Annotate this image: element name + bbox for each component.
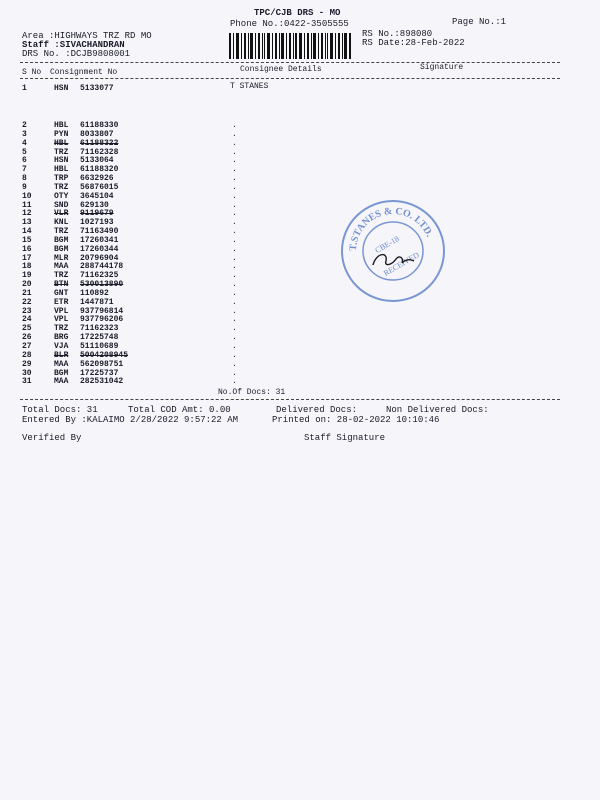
page-number: Page No.:1 bbox=[452, 17, 507, 27]
row-sno: 16 bbox=[22, 244, 32, 254]
row-number: 1447871 bbox=[80, 297, 114, 307]
column-consignee: Consignee Details bbox=[240, 65, 322, 74]
row-sno: 4 bbox=[22, 138, 27, 148]
row-number: 282531042 bbox=[80, 377, 124, 387]
table-row bbox=[0, 148, 600, 157]
row-dot: . bbox=[232, 262, 237, 272]
row-sno: 30 bbox=[22, 368, 32, 378]
table-row bbox=[0, 174, 600, 183]
stamp-outer-text: T.STANES & CO. LTD. bbox=[347, 205, 435, 252]
row-dot: . bbox=[232, 342, 237, 351]
row-dot: . bbox=[232, 297, 237, 307]
table-row bbox=[0, 192, 600, 201]
row-number: 71162323 bbox=[80, 324, 119, 334]
row-code: BGM bbox=[54, 244, 69, 254]
row-dot: . bbox=[232, 306, 237, 316]
row-sno: 27 bbox=[22, 342, 32, 351]
table-row bbox=[0, 201, 600, 210]
row-code: MAA bbox=[54, 262, 69, 272]
row-sno: 11 bbox=[22, 200, 32, 210]
row-number: 71163490 bbox=[80, 227, 119, 237]
barcode bbox=[229, 33, 352, 59]
row-sno: 7 bbox=[22, 165, 27, 175]
row-sno: 19 bbox=[22, 271, 32, 281]
drs-number: DRS No. :DCJB9808001 bbox=[22, 49, 131, 59]
row-dot: . bbox=[232, 368, 237, 378]
row-1-code: HSN bbox=[54, 84, 69, 93]
row-code: HBL bbox=[54, 165, 69, 175]
table-row bbox=[0, 183, 600, 192]
table-row bbox=[0, 360, 600, 369]
row-number: 110892 bbox=[80, 288, 109, 298]
document-title: TPC/CJB DRS - MO bbox=[254, 8, 341, 18]
row-sno: 17 bbox=[22, 253, 32, 263]
row-number: 5133064 bbox=[80, 156, 114, 166]
table-row bbox=[0, 307, 600, 316]
row-code: VPL bbox=[54, 306, 69, 316]
table-row bbox=[0, 245, 600, 254]
row-number: 937796814 bbox=[80, 306, 124, 316]
divider-top bbox=[20, 62, 560, 63]
row-sno: 20 bbox=[22, 280, 32, 290]
table-row bbox=[0, 369, 600, 378]
row-number: 51110689 bbox=[80, 342, 119, 351]
row-sno: 21 bbox=[22, 288, 32, 298]
total-docs: Total Docs: 31 bbox=[22, 405, 98, 415]
row-code: TRP bbox=[54, 174, 69, 184]
table-row bbox=[0, 280, 600, 289]
row-sno: 23 bbox=[22, 306, 32, 316]
row-dot: . bbox=[232, 209, 237, 219]
table-row bbox=[0, 342, 600, 351]
row-number: 20796904 bbox=[80, 253, 119, 263]
row-dot: . bbox=[232, 182, 237, 192]
column-sno: S No bbox=[22, 68, 42, 77]
row-dot: . bbox=[232, 191, 237, 201]
table-row bbox=[0, 289, 600, 298]
row-number: 17260344 bbox=[80, 244, 119, 254]
row-dot: . bbox=[232, 333, 237, 343]
row-1-consignee: T STANES bbox=[230, 82, 269, 91]
area-label: Area :HIGHWAYS TRZ RD MO bbox=[22, 31, 152, 41]
row-dot: . bbox=[232, 253, 237, 263]
row-dot: . bbox=[232, 315, 237, 325]
row-sno: 25 bbox=[22, 324, 32, 334]
table-row bbox=[0, 209, 600, 218]
row-number: 937796206 bbox=[80, 315, 124, 325]
table-row bbox=[0, 227, 600, 236]
row-sno: 13 bbox=[22, 218, 32, 228]
row-code: MAA bbox=[54, 359, 69, 369]
row-number: 17260341 bbox=[80, 235, 119, 245]
row-sno: 9 bbox=[22, 182, 27, 192]
row-dot: . bbox=[232, 271, 237, 281]
verified-by: Verified By bbox=[22, 433, 82, 443]
staff-label: Staff :SIVACHANDRAN bbox=[22, 40, 125, 50]
row-sno: 18 bbox=[22, 262, 32, 272]
row-dot: . bbox=[232, 121, 237, 130]
table-row bbox=[0, 130, 600, 139]
row-dot: . bbox=[232, 227, 237, 237]
row-code: HBL bbox=[54, 121, 69, 130]
row-dot: . bbox=[232, 165, 237, 175]
table-row bbox=[0, 236, 600, 245]
row-number: 61188330 bbox=[80, 121, 119, 130]
row-code: KNL bbox=[54, 218, 69, 228]
row-number: 56876015 bbox=[80, 182, 119, 192]
rs-number: RS No.:898080 bbox=[362, 29, 433, 39]
row-code: TRZ bbox=[54, 147, 69, 157]
table-row bbox=[0, 254, 600, 263]
table-row bbox=[0, 333, 600, 342]
row-code: OTY bbox=[54, 191, 69, 201]
row-code: BTN bbox=[54, 280, 69, 290]
row-dot: . bbox=[232, 288, 237, 298]
row-number: 8033807 bbox=[80, 129, 114, 139]
table-row bbox=[0, 218, 600, 227]
row-code: BLR bbox=[54, 350, 69, 360]
row-code: TRZ bbox=[54, 182, 69, 192]
phone-number: Phone No.:0422-3505555 bbox=[230, 19, 349, 29]
table-row bbox=[0, 262, 600, 271]
row-dot: . bbox=[232, 377, 237, 387]
row-dot: . bbox=[232, 147, 237, 157]
row-sno: 8 bbox=[22, 174, 27, 184]
row-sno: 14 bbox=[22, 227, 32, 237]
divider-header bbox=[20, 78, 560, 79]
row-dot: . bbox=[232, 359, 237, 369]
row-number: 9119679 bbox=[80, 209, 114, 219]
row-sno: 26 bbox=[22, 333, 32, 343]
row-sno: 5 bbox=[22, 147, 27, 157]
rs-date: RS Date:28-Feb-2022 bbox=[362, 38, 465, 48]
row-number: 17225748 bbox=[80, 333, 119, 343]
table-row bbox=[0, 156, 600, 165]
row-code: ETR bbox=[54, 297, 69, 307]
row-number: 3645104 bbox=[80, 191, 114, 201]
table-row bbox=[0, 324, 600, 333]
row-number: 629130 bbox=[80, 200, 109, 210]
table-row bbox=[0, 298, 600, 307]
table-row bbox=[0, 351, 600, 360]
row-code: SND bbox=[54, 200, 69, 210]
table-row bbox=[0, 121, 600, 130]
stamp-inner-mid: RECEIVED bbox=[382, 250, 421, 278]
row-sno: 10 bbox=[22, 191, 32, 201]
delivered-docs: Delivered Docs: bbox=[276, 405, 358, 415]
row-dot: . bbox=[232, 200, 237, 210]
row-number: 5004208945 bbox=[80, 350, 129, 360]
row-number: 71162328 bbox=[80, 147, 119, 157]
row-number: 288744178 bbox=[80, 262, 124, 272]
row-number: 71162325 bbox=[80, 271, 119, 281]
row-sno: 31 bbox=[22, 377, 32, 387]
row-code: HSN bbox=[54, 156, 69, 166]
received-stamp bbox=[340, 199, 446, 303]
table-row bbox=[0, 165, 600, 174]
row-dot: . bbox=[232, 324, 237, 334]
row-code: VJA bbox=[54, 342, 69, 351]
row-dot: . bbox=[232, 174, 237, 184]
row-dot: . bbox=[232, 129, 237, 139]
column-signature: Signature bbox=[420, 63, 464, 72]
row-code: TRZ bbox=[54, 324, 69, 334]
row-sno: 28 bbox=[22, 350, 32, 360]
row-1-sno: 1 bbox=[22, 84, 27, 93]
row-code: HBL bbox=[54, 138, 69, 148]
row-code: MAA bbox=[54, 377, 69, 387]
row-sno: 3 bbox=[22, 129, 27, 139]
table-row bbox=[0, 139, 600, 148]
row-dot: . bbox=[232, 280, 237, 290]
row-sno: 12 bbox=[22, 209, 32, 219]
row-dot: . bbox=[232, 235, 237, 245]
row-code: TRZ bbox=[54, 271, 69, 281]
row-dot: . bbox=[232, 218, 237, 228]
row-sno: 15 bbox=[22, 235, 32, 245]
row-code: VLR bbox=[54, 209, 69, 219]
row-code: PYN bbox=[54, 129, 69, 139]
row-1-number: 5133077 bbox=[80, 84, 114, 93]
table-row bbox=[0, 377, 600, 386]
table-row bbox=[0, 271, 600, 280]
row-dot: . bbox=[232, 156, 237, 166]
row-code: BGM bbox=[54, 235, 69, 245]
row-number: 6632926 bbox=[80, 174, 114, 184]
row-number: 562098751 bbox=[80, 359, 124, 369]
row-number: 17225737 bbox=[80, 368, 119, 378]
row-number: 1027193 bbox=[80, 218, 114, 228]
row-code: TRZ bbox=[54, 227, 69, 237]
row-dot: . bbox=[232, 138, 237, 148]
row-dot: . bbox=[232, 244, 237, 254]
row-number: 61188322 bbox=[80, 138, 119, 148]
row-sno: 2 bbox=[22, 121, 27, 130]
no-of-docs: No.Of Docs: 31 bbox=[218, 388, 286, 397]
column-consignment: Consignment No bbox=[50, 68, 118, 77]
non-delivered-docs: Non Delivered Docs: bbox=[386, 405, 489, 415]
entered-by: Entered By :KALAIMO 2/28/2022 9:57:22 AM bbox=[22, 415, 239, 425]
staff-signature: Staff Signature bbox=[304, 433, 386, 443]
stamp-inner-top: CBE-18 bbox=[373, 234, 401, 256]
table-row bbox=[0, 315, 600, 324]
row-code: GNT bbox=[54, 288, 69, 298]
row-number: 530013890 bbox=[80, 280, 124, 290]
row-dot: . bbox=[232, 350, 237, 360]
row-sno: 6 bbox=[22, 156, 27, 166]
row-code: MLR bbox=[54, 253, 69, 263]
row-sno: 24 bbox=[22, 315, 32, 325]
row-sno: 29 bbox=[22, 359, 32, 369]
divider-footer bbox=[20, 399, 560, 400]
row-code: VPL bbox=[54, 315, 69, 325]
row-code: BRG bbox=[54, 333, 69, 343]
row-number: 61188320 bbox=[80, 165, 119, 175]
printed-on: Printed on: 28-02-2022 10:10:46 bbox=[272, 415, 440, 425]
row-code: BGM bbox=[54, 368, 69, 378]
row-sno: 22 bbox=[22, 297, 32, 307]
total-cod: Total COD Amt: 0.00 bbox=[128, 405, 231, 415]
